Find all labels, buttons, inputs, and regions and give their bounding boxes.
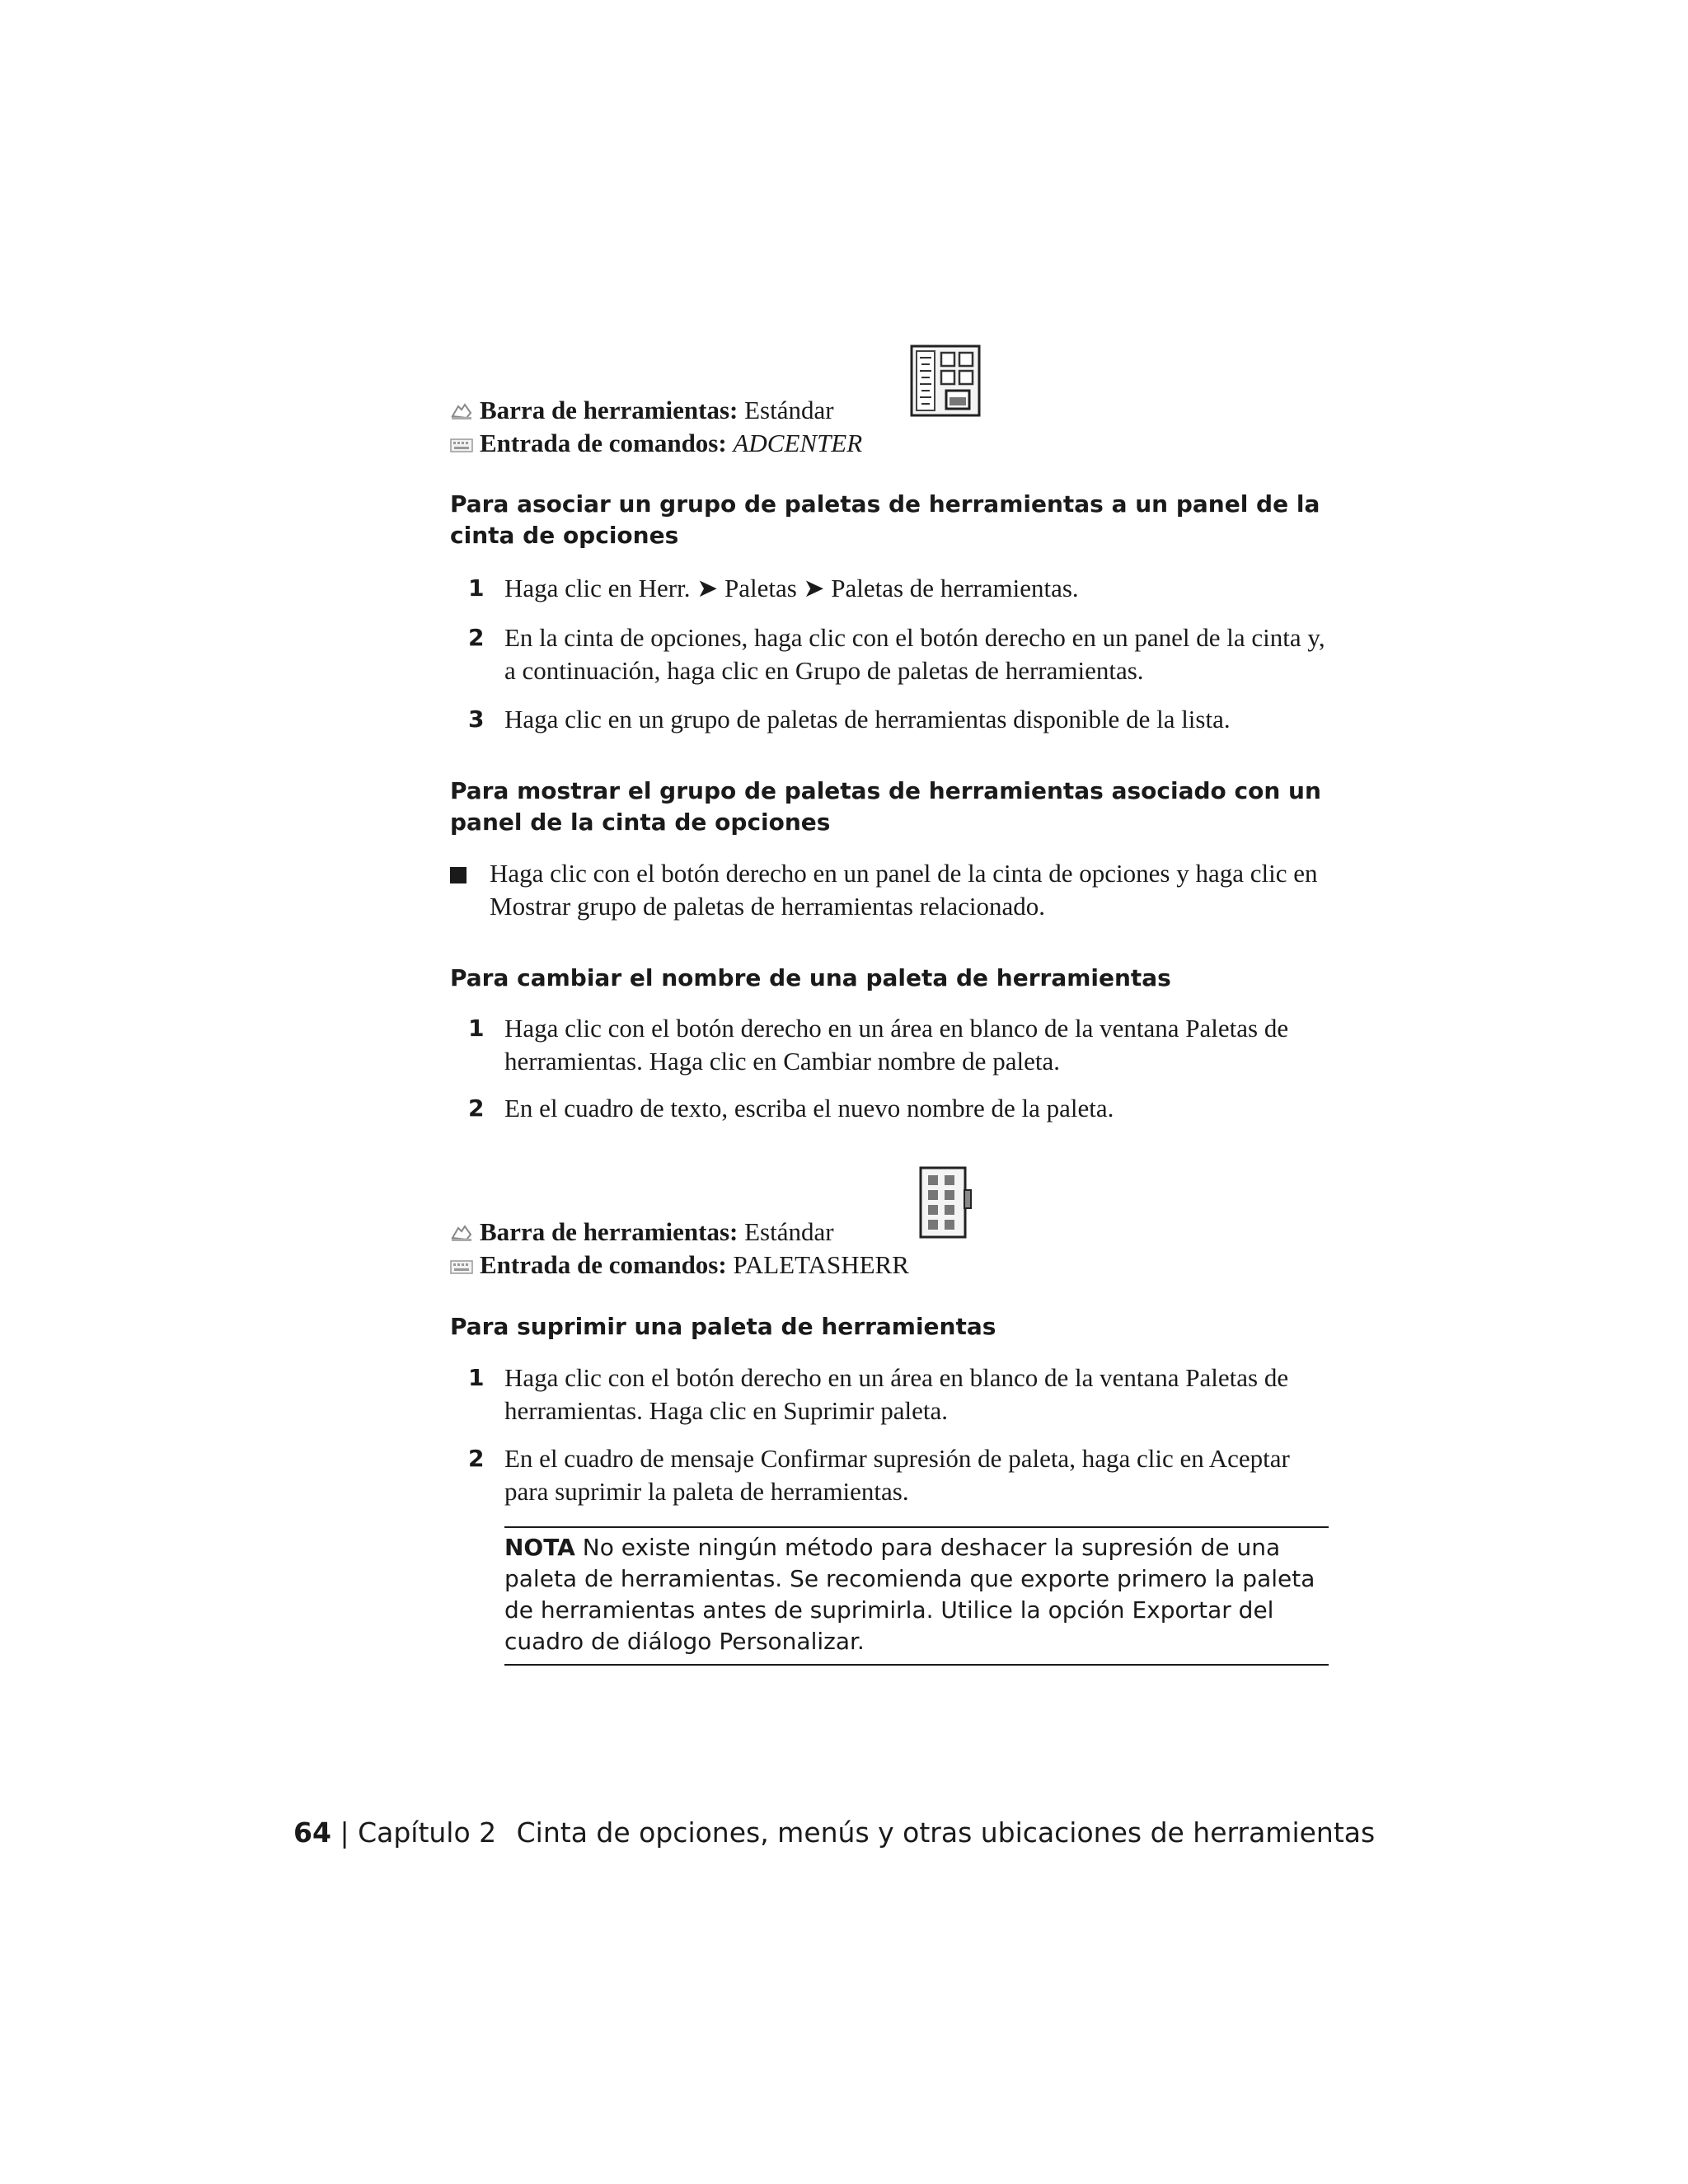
step-text: Haga clic en un grupo de paletas de herramientas disponible de la lista. [504,705,1231,733]
list-item [450,572,1324,605]
bullet-text: Haga clic con el botón derecho en un panel de la cinta de opciones y haga clic en Mostrar grupo de paletas de herramientas relacionado. [490,859,1318,921]
section-heading: Para suprimir una paleta de herramientas [450,1313,996,1340]
bullet-square-icon [450,867,467,883]
toolbar-line [450,1216,834,1251]
step-text: Haga clic con el botón derecho en un área en blanco de la ventana Paletas de herramientas. Haga clic en Suprimir paleta. [504,1363,1289,1425]
list-item [450,1012,1324,1078]
toolbar-hand-icon [450,1218,473,1251]
chapter-label: Capítulo 2 [358,1816,497,1849]
design-center-icon [910,344,981,417]
step-text: En la cinta de opciones, haga clic con el botón derecho en un panel de la cinta y, a continuación, haga clic en Grupo de paletas de herramientas. [504,623,1325,685]
step-number: 1 [468,574,485,602]
toolbar-hand-icon [450,396,473,429]
section-heading: Para asociar un grupo de paletas de herramientas a un panel de la cinta de opciones [450,490,1320,549]
command-value: ADCENTER [733,429,863,457]
command-value: PALETASHERR [733,1250,909,1279]
command-label: Entrada de comandos: [480,429,727,457]
step-text: En el cuadro de mensaje Confirmar supresión de paleta, haga clic en Aceptar para suprimir la paleta de herramientas. [504,1444,1290,1506]
list-item [450,1361,1324,1427]
note-text: No existe ningún método para deshacer la supresión de una paleta de herramientas. Se recomienda que exporte primero la paleta de herramientas antes de suprimirla. Utilice la opción Exportar del cuadro de diálogo Personalizar. [504,1534,1315,1655]
step-text: Haga clic con el botón derecho en un área en blanco de la ventana Paletas de herramientas. Haga clic en Cambiar nombre de paleta. [504,1014,1289,1076]
list-item [450,703,1324,736]
keyboard-icon [450,1251,473,1284]
keyboard-icon [450,429,473,462]
toolbar-label: Barra de herramientas: [480,1217,738,1246]
list-item [450,621,1324,687]
footer-separator: | [340,1816,349,1849]
toolbar-label: Barra de herramientas: [480,396,738,424]
step-number: 2 [468,1094,485,1122]
step-number: 1 [468,1364,485,1391]
toolbar-value: Estándar [744,396,834,424]
note-box [504,1532,1329,1657]
section-heading: Para cambiar el nombre de una paleta de herramientas [450,964,1171,991]
note-top-rule [504,1526,1329,1528]
command-line [450,1249,909,1284]
note-label: NOTA [504,1534,575,1561]
page-footer [293,1815,1375,1851]
list-item [450,857,1340,923]
step-text: Haga clic en Herr. ➤ Paletas ➤ Paletas de herramientas. [504,574,1079,602]
list-item [450,1442,1324,1508]
list-item [450,1092,1324,1125]
section-heading: Para mostrar el grupo de paletas de herramientas asociado con un panel de la cinta de opciones [450,777,1321,836]
step-number: 2 [468,1445,485,1472]
chapter-title: Cinta de opciones, menús y otras ubicaciones de herramientas [516,1816,1376,1849]
tool-palettes-icon [918,1165,973,1240]
step-text: En el cuadro de texto, escriba el nuevo nombre de la paleta. [504,1094,1114,1122]
step-number: 1 [468,1015,485,1042]
command-line [450,427,862,462]
note-bottom-rule [504,1664,1329,1666]
command-label: Entrada de comandos: [480,1250,727,1279]
step-number: 2 [468,624,485,651]
page-number: 64 [293,1816,331,1849]
toolbar-value: Estándar [744,1217,834,1246]
toolbar-line [450,394,834,429]
step-number: 3 [468,705,485,733]
